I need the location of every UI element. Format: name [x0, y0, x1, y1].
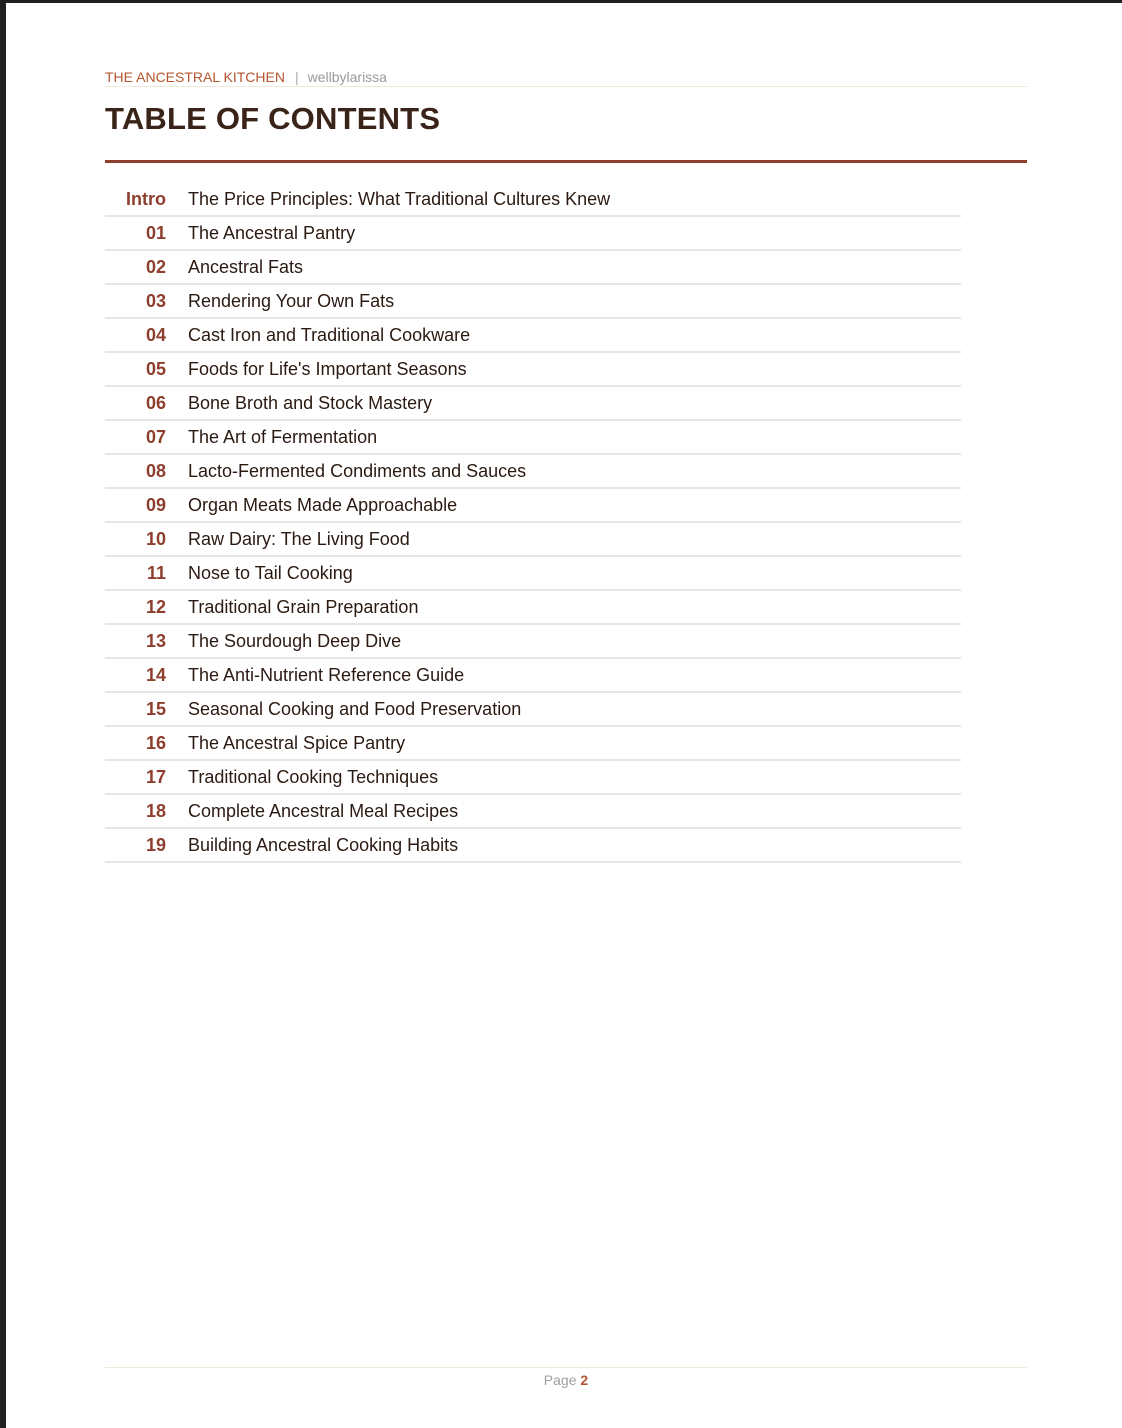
toc-entry[interactable]	[105, 523, 961, 557]
toc-entry[interactable]	[105, 625, 961, 659]
toc-chapter-number: 13	[145, 630, 166, 651]
toc-chapter-title: Building Ancestral Cooking Habits	[188, 834, 459, 855]
toc-entry[interactable]	[105, 727, 961, 761]
page-footer	[105, 1367, 1027, 1389]
toc-chapter-title: The Price Principles: What Traditional Cultures Knew	[188, 188, 611, 209]
header-separator: |	[294, 69, 299, 85]
toc-chapter-title: Traditional Cooking Techniques	[188, 766, 439, 787]
toc-chapter-title: The Art of Fermentation	[188, 426, 378, 447]
toc-chapter-title: Cast Iron and Traditional Cookware	[188, 324, 471, 345]
toc-chapter-number: Intro	[126, 188, 166, 209]
toc-chapter-number: 16	[145, 732, 166, 753]
toc-chapter-title: Organ Meats Made Approachable	[188, 494, 458, 515]
toc-chapter-title: The Ancestral Spice Pantry	[188, 732, 406, 753]
toc-chapter-number: 15	[145, 698, 166, 719]
toc-chapter-title: Nose to Tail Cooking	[188, 562, 353, 583]
toc-entry[interactable]	[105, 591, 961, 625]
table-of-contents	[105, 183, 961, 863]
header-brand: THE ANCESTRAL KITCHEN	[105, 69, 285, 85]
toc-entry[interactable]	[105, 183, 961, 217]
toc-chapter-title: Seasonal Cooking and Food Preservation	[188, 698, 522, 719]
toc-chapter-number: 12	[145, 596, 166, 617]
toc-chapter-number: 06	[145, 392, 166, 413]
toc-chapter-number: 07	[145, 426, 166, 447]
toc-entry[interactable]	[105, 251, 961, 285]
toc-entry[interactable]	[105, 829, 961, 863]
page-number: 2	[580, 1372, 589, 1388]
toc-chapter-title: Complete Ancestral Meal Recipes	[188, 800, 459, 821]
title-rule	[105, 160, 1027, 163]
toc-chapter-number: 18	[145, 800, 166, 821]
toc-chapter-number: 10	[145, 528, 166, 549]
toc-entry[interactable]	[105, 217, 961, 251]
toc-chapter-title: Foods for Life's Important Seasons	[188, 358, 467, 379]
page-label: Page	[543, 1372, 577, 1388]
toc-entry[interactable]	[105, 489, 961, 523]
toc-entry[interactable]	[105, 693, 961, 727]
page-title: TABLE OF CONTENTS	[105, 101, 441, 136]
toc-chapter-title: Bone Broth and Stock Mastery	[188, 392, 433, 413]
toc-chapter-number: 02	[145, 256, 166, 277]
toc-entry[interactable]	[105, 387, 961, 421]
document-page	[6, 3, 1122, 1428]
toc-chapter-title: Raw Dairy: The Living Food	[188, 528, 410, 549]
toc-chapter-number: 14	[145, 664, 166, 685]
toc-entry[interactable]	[105, 285, 961, 319]
toc-entry[interactable]	[105, 455, 961, 489]
toc-entry[interactable]	[105, 319, 961, 353]
toc-entry[interactable]	[105, 421, 961, 455]
header-site: wellbylarissa	[307, 69, 387, 85]
toc-entry[interactable]	[105, 353, 961, 387]
toc-chapter-number: 09	[145, 494, 166, 515]
toc-chapter-title: The Ancestral Pantry	[188, 222, 356, 243]
toc-chapter-number: 01	[145, 222, 166, 243]
toc-chapter-number: 05	[145, 358, 166, 379]
toc-chapter-title: Rendering Your Own Fats	[188, 290, 395, 311]
toc-chapter-number: 17	[145, 766, 166, 787]
toc-entry[interactable]	[105, 795, 961, 829]
toc-chapter-title: Ancestral Fats	[188, 256, 304, 277]
toc-chapter-title: The Anti-Nutrient Reference Guide	[188, 664, 465, 685]
toc-chapter-number: 19	[145, 834, 166, 855]
running-header	[105, 68, 1027, 87]
toc-chapter-number: 08	[145, 460, 166, 481]
toc-chapter-title: The Sourdough Deep Dive	[188, 630, 402, 651]
toc-chapter-title: Traditional Grain Preparation	[188, 596, 419, 617]
toc-entry[interactable]	[105, 557, 961, 591]
toc-entry[interactable]	[105, 761, 961, 795]
toc-chapter-number: 03	[145, 290, 166, 311]
toc-chapter-title: Lacto-Fermented Condiments and Sauces	[188, 460, 527, 481]
toc-entry[interactable]	[105, 659, 961, 693]
toc-chapter-number: 11	[146, 562, 166, 583]
toc-chapter-number: 04	[145, 324, 166, 345]
